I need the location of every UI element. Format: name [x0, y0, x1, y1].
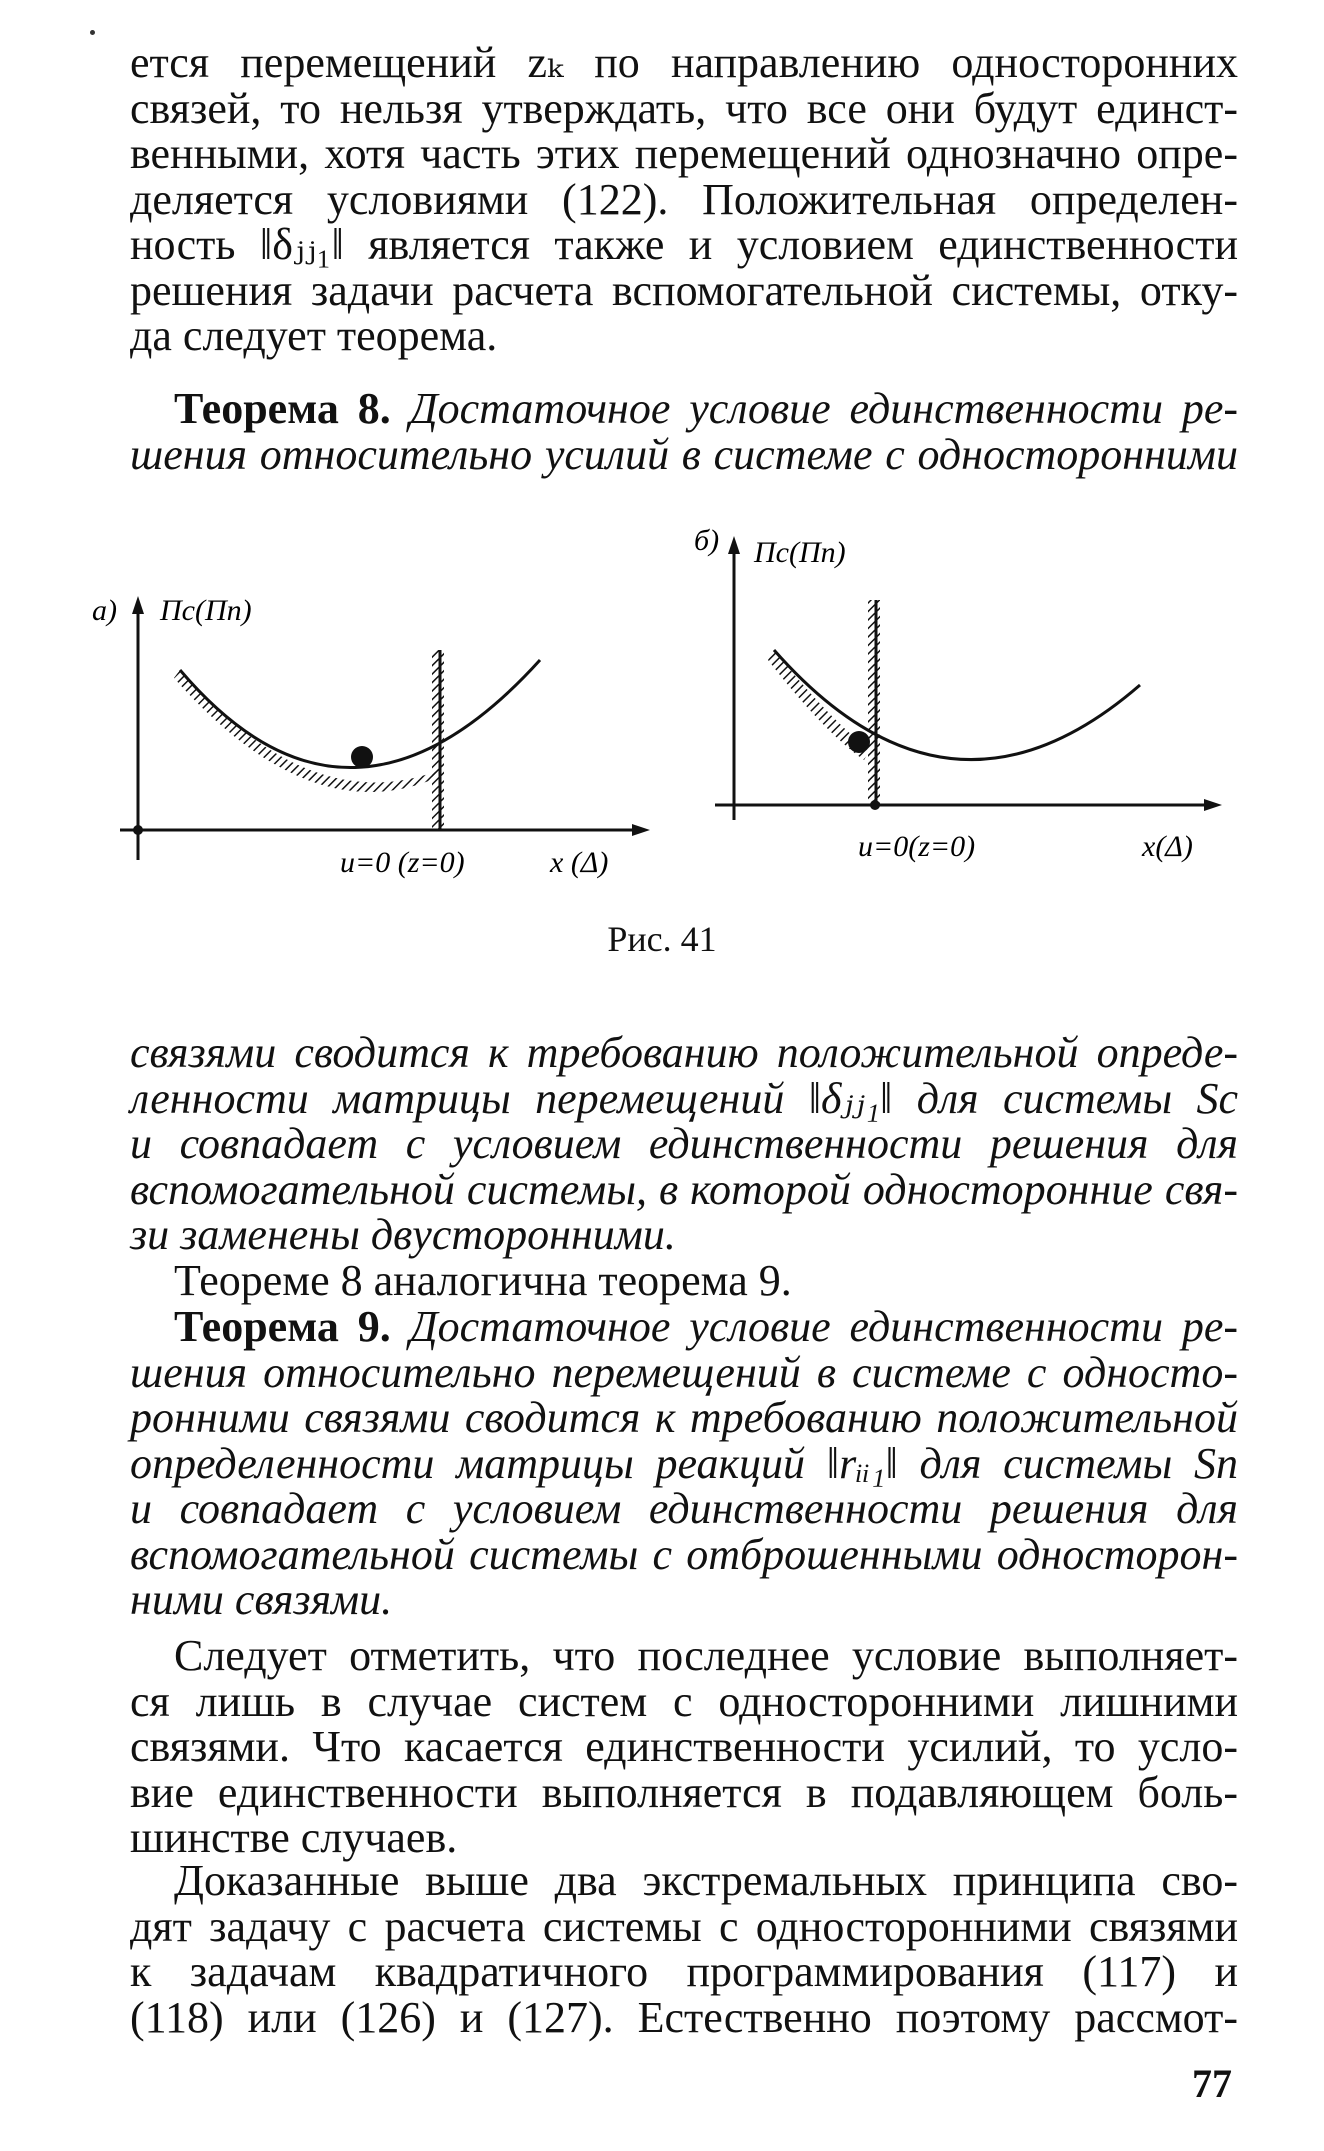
x-label: x (Δ) [550, 846, 609, 879]
theorem-9-label: Теорема 9. [174, 1302, 391, 1351]
text-line: ленности матрицы перемещений ‖δⱼⱼ₁‖ для системы Sс [130, 1073, 1238, 1123]
theorem-8-line: Достаточное условие единственности ре- [409, 384, 1238, 433]
x-axis-arrow-icon [1204, 799, 1222, 811]
text-line: Теореме 8 аналогична теорема 9. [174, 1256, 792, 1305]
text-line: венными, хотя часть этих перемещений однозначно опре- [130, 129, 1238, 178]
text-line: связями сводится к требованию положительной опреде- [130, 1028, 1238, 1077]
paragraph-1 [130, 40, 1238, 359]
text-line: к задачам квадратичного программирования (117) и [130, 1947, 1238, 1996]
theorem-8 [130, 386, 1238, 477]
paragraph-4 [130, 1633, 1238, 1861]
x-label: x(Δ) [1142, 830, 1193, 863]
panel-b-label: б) [694, 524, 720, 557]
theorem-8-continuation [130, 1030, 1238, 1258]
x-axis-arrow-icon [632, 824, 650, 836]
text-line: да следует теорема. [130, 311, 498, 360]
text-line: (118) или (126) и (127). Естественно поэтому рассмот- [130, 1992, 1238, 2042]
text-line: ется перемещений zₖ по направлению односторонних [130, 38, 1238, 87]
text-line: и совпадает с условием единственности решения для [130, 1119, 1238, 1168]
text-line: вспомогательной системы с отброшенными односторон- [130, 1529, 1238, 1579]
text-line: зи заменены двусторонними. [130, 1210, 676, 1259]
curve-hatching [174, 670, 440, 792]
text-line: шения относительно перемещений в системе с односто- [130, 1347, 1238, 1397]
figure-41 [92, 520, 1260, 910]
page-number: 77 [1192, 2061, 1232, 2106]
u-label: u=0(z=0) [858, 830, 976, 863]
text-line: шинстве случаев. [130, 1813, 458, 1862]
y-axis-arrow-icon [728, 536, 740, 554]
constraint-wall-hatching [432, 650, 444, 830]
u-label: u=0 (z=0) [340, 846, 465, 879]
speck [90, 30, 95, 35]
text-line: деляется условиями (122). Положительная определен- [130, 174, 1238, 224]
text-line: Доказанные выше два экстремальных принципа сво- [174, 1856, 1238, 1905]
y-axis-label: Пс(Пп) [160, 594, 252, 627]
text-line: шения относительно усилий в системе с односторонними [130, 429, 1238, 479]
text-line: связей, то нельзя утверждать, что все они будут единст- [130, 83, 1238, 133]
text-line: определенности матрицы реакций ‖rᵢᵢ₁‖ для системы Sп [130, 1438, 1238, 1488]
ball [351, 746, 373, 768]
text-line: ронними связями сводится к требованию положительной [130, 1393, 1238, 1442]
text-line: ность ‖δⱼⱼ₁‖ является также и условием единственности [130, 220, 1238, 269]
text-line: ся лишь в случае систем с односторонними лишними [130, 1676, 1238, 1726]
text-line: Следует отметить, что последнее условие выполняет- [174, 1631, 1238, 1680]
panel-b [694, 524, 1222, 863]
text-line: и совпадает с условием единственности решения для [130, 1484, 1238, 1533]
text-line: вспомогательной системы, в которой односторонние свя- [130, 1164, 1238, 1214]
origin-point [133, 825, 143, 835]
y-axis-label: Пс(Пп) [754, 536, 846, 569]
potential-curve [774, 650, 1140, 760]
text-line [130, 386, 1238, 432]
theorem-9 [130, 1304, 1238, 1623]
text-line: решения задачи расчета вспомогательной системы, отку- [130, 265, 1238, 315]
y-axis-arrow-icon [132, 596, 144, 614]
paragraph-5 [130, 1858, 1238, 2040]
text-line: вие единственности выполняется в подавляющем боль- [130, 1767, 1238, 1817]
theorem-8-label: Теорема 8. [174, 384, 391, 433]
text-line: связями. Что касается единственности усилий, то усло- [130, 1722, 1238, 1771]
text-line: ними связями. [130, 1575, 393, 1624]
ball [848, 731, 870, 753]
panel-a-label: а) [92, 594, 117, 627]
text-line [130, 1304, 1238, 1350]
constraint-wall-hatching [868, 600, 880, 805]
paragraph-3 [130, 1258, 1238, 1304]
panel-a [92, 594, 650, 879]
figure-caption: Рис. 41 [607, 919, 717, 959]
text-line: дят задачу с расчета системы с односторонними связями [130, 1901, 1238, 1951]
theorem-9-line: Достаточное условие единственности ре- [409, 1302, 1238, 1351]
